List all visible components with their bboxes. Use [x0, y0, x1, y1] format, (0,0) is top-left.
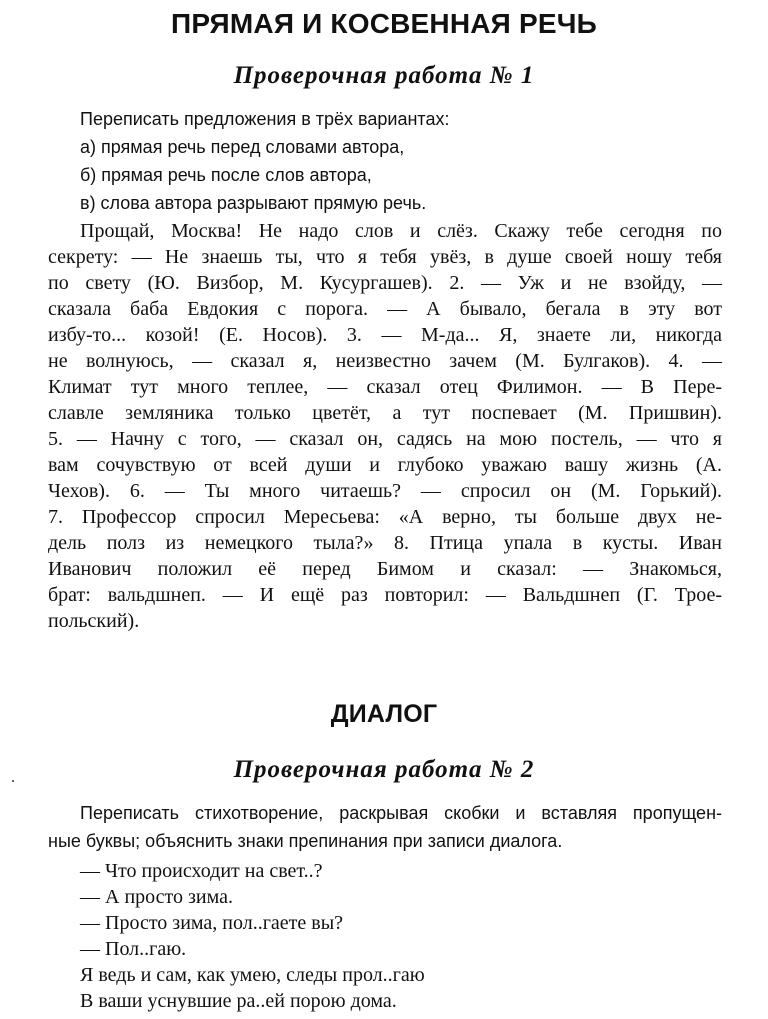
poem-line: Я ведь и сам, как умею, следы прол..гаю — [80, 964, 425, 986]
paragraph-line: Чехов). 6. — Ты много читаешь? — спросил он (М. Горький). — [48, 480, 722, 502]
section1-instruction: Переписать предложения в трёх вариантах: — [80, 109, 450, 129]
poem-line: — А просто зима. — [80, 886, 233, 908]
paragraph-line: 5. — Начну с того, — сказал он, садясь на мою постель, — что я — [48, 428, 722, 450]
paragraph-line: Прощай, Москва! Не надо слов и слёз. Скажу тебе сегодня по — [80, 220, 722, 242]
section2-instruction: Переписать стихотворение, раскрывая скобки и вставляя пропущен- — [80, 803, 722, 823]
poem-line: — Что происходит на свет..? — [80, 860, 323, 882]
paragraph-line: вам сочувствую от всей души и глубоко уважаю вашу жизнь (А. — [48, 454, 722, 476]
scan-speck — [12, 780, 14, 782]
paragraph-line: секрету: — Не знаешь ты, что я тебя увёз, в душе своей ношу тебя — [48, 246, 722, 268]
section2-instruction: ные буквы; объяснить знаки препинания при записи диалога. — [48, 831, 563, 851]
paragraph-line: Климат тут много теплее, — сказал отец Филимон. — В Пере- — [48, 376, 722, 398]
poem-line: В ваши уснувшие ра..ей порою дома. — [80, 990, 397, 1012]
paragraph-line: избу-то... козой! (Е. Носов). 3. — М-да... Я, знаете ли, никогда — [48, 324, 722, 346]
paragraph-line: сказала баба Евдокия с порога. — А бывало, бегала в эту вот — [48, 298, 722, 320]
section1-title: ПРЯМАЯ И КОСВЕННАЯ РЕЧЬ — [171, 8, 597, 39]
section2-title: ДИАЛОГ — [330, 700, 438, 728]
paragraph-line: дель полз из немецкого тыла?» 8. Птица упала в кусты. Иван — [48, 532, 722, 554]
paragraph-line: Иванович положил её перед Бимом и сказал: — Знакомься, — [48, 558, 722, 580]
paragraph-line: брат: вальдшнеп. — И ещё раз повторил: — Вальдшнеп (Г. Трое- — [48, 584, 722, 606]
poem-line: — Пол..гаю. — [80, 938, 187, 960]
paragraph-line: славле земляника только цветёт, а тут поспевает (М. Пришвин). — [48, 402, 722, 424]
section1-instruction: б) прямая речь после слов автора, — [80, 165, 372, 185]
paragraph-line: по свету (Ю. Визбор, М. Кусургашев). 2. — Уж и не взойду, — — [48, 272, 722, 294]
section2-subtitle: Проверочная работа № 2 — [233, 756, 535, 783]
section1-subtitle: Проверочная работа № 1 — [233, 62, 535, 89]
poem-line: — Просто зима, пол..гаете вы? — [80, 912, 344, 934]
section1-instruction: в) слова автора разрывают прямую речь. — [80, 193, 427, 213]
paragraph-line: не волнуюсь, — сказал я, неизвестно зачем (М. Булгаков). 4. — — [48, 350, 722, 372]
paragraph-line: 7. Профессор спросил Мересьева: «А верно, ты больше двух не- — [48, 506, 722, 528]
paragraph-line: польский). — [48, 610, 140, 632]
section1-instruction: а) прямая речь перед словами автора, — [80, 137, 405, 157]
